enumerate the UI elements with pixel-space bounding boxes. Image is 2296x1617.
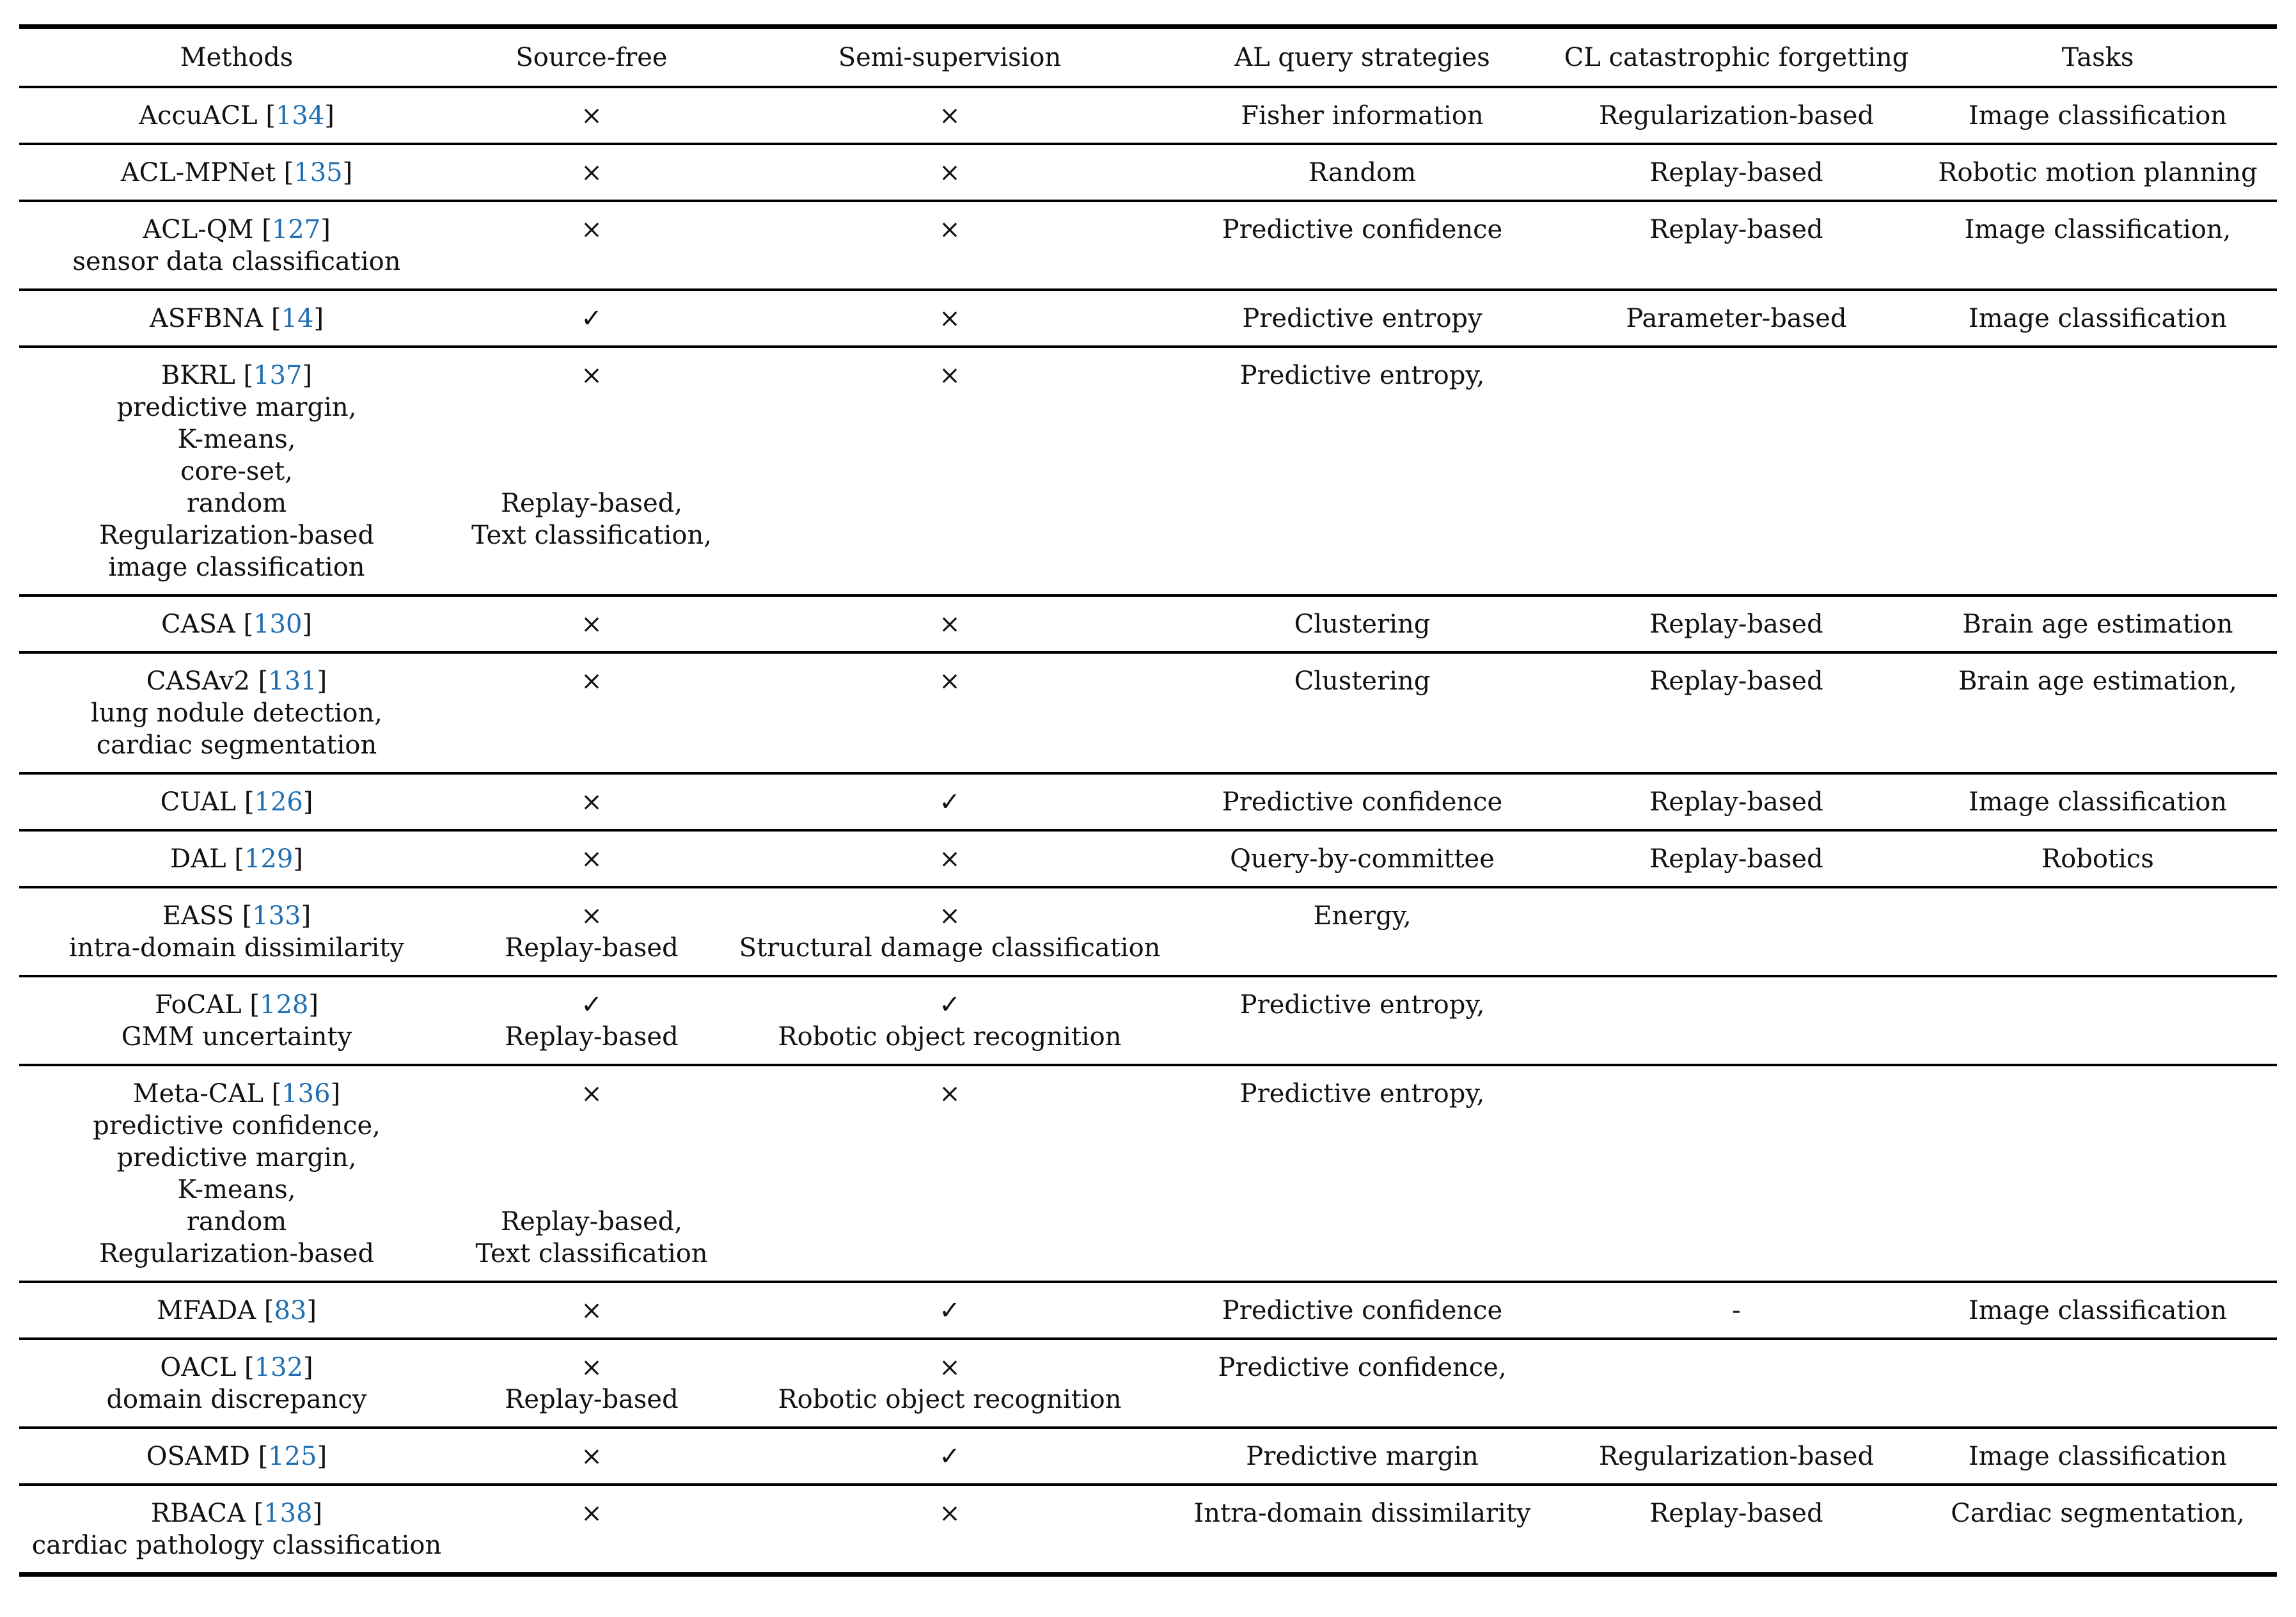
citation-link[interactable]: 125	[268, 1442, 317, 1471]
source-free-cell	[454, 1065, 729, 1282]
cell-line: ×	[581, 901, 602, 931]
method-extra-line: random	[186, 489, 287, 518]
method-cell	[19, 347, 454, 596]
cell-line: Random	[1308, 158, 1417, 187]
method-extra-line: domain discrepancy	[106, 1385, 367, 1414]
cell-line: ×	[581, 844, 602, 874]
cell-line: Image classification	[1968, 304, 2228, 333]
al-query-cell	[1170, 87, 1554, 144]
cell-line: ✓	[939, 990, 961, 1020]
cell-line: ✓	[581, 304, 602, 333]
cell-line: ×	[939, 101, 961, 130]
citation-link[interactable]: 127	[271, 215, 321, 244]
citation-link[interactable]: 134	[275, 101, 325, 130]
cell-line: Parameter-based	[1626, 304, 1847, 333]
cell-line: Replay-based	[1649, 787, 1823, 817]
source-free-cell	[454, 347, 729, 596]
method-name-line: EASS [133]	[162, 901, 311, 931]
semi-supervision-cell	[729, 887, 1170, 976]
method-extra-line: GMM uncertainty	[121, 1022, 352, 1052]
method-cell	[19, 1282, 454, 1339]
method-name: ASFBNA	[149, 304, 263, 333]
citation-link[interactable]: 138	[263, 1499, 313, 1528]
cell-line: Robotic object recognition	[778, 1385, 1122, 1414]
method-cell	[19, 830, 454, 887]
cl-forgetting-cell	[1554, 347, 1919, 596]
cell-line: Replay-based	[1649, 844, 1823, 874]
method-name-line: ACL-QM [127]	[143, 215, 331, 244]
method-name-line: OSAMD [125]	[146, 1442, 327, 1471]
method-name-line: AccuACL [134]	[139, 101, 334, 130]
method-name: OACL	[160, 1353, 237, 1382]
citation-link[interactable]: 129	[244, 844, 294, 874]
al-query-cell	[1170, 887, 1554, 976]
method-name-line: OACL [132]	[160, 1353, 313, 1382]
table-header	[19, 27, 2277, 88]
semi-supervision-cell	[729, 290, 1170, 347]
al-query-cell	[1170, 976, 1554, 1065]
cl-forgetting-cell	[1554, 1428, 1919, 1485]
source-free-cell	[454, 652, 729, 773]
comparison-table	[19, 24, 2277, 1577]
cell-line: ×	[939, 667, 961, 696]
method-cell	[19, 887, 454, 976]
cl-forgetting-cell	[1554, 201, 1919, 290]
cell-line: Structural damage classification	[739, 933, 1161, 963]
method-name-line: Meta-CAL [136]	[132, 1079, 341, 1108]
tasks-cell	[1919, 347, 2277, 596]
cell-line: ✓	[939, 1296, 961, 1325]
cell-line	[454, 1142, 729, 1174]
cl-forgetting-cell	[1554, 1065, 1919, 1282]
cell-line: Replay-based	[505, 1022, 679, 1052]
method-cell	[19, 144, 454, 201]
cell-line: ×	[939, 1079, 961, 1108]
tasks-cell	[1919, 887, 2277, 976]
citation-link[interactable]: 131	[268, 667, 317, 696]
method-name: RBACA	[150, 1499, 246, 1528]
method-name: AccuACL	[139, 101, 258, 130]
method-name: OSAMD	[146, 1442, 250, 1471]
method-extra-line: image classification	[108, 553, 365, 582]
method-name-line: ASFBNA [14]	[149, 304, 324, 333]
semi-supervision-cell	[729, 1339, 1170, 1428]
cell-line: Clustering	[1294, 610, 1431, 639]
method-cell	[19, 201, 454, 290]
cell-line: Predictive confidence	[1222, 215, 1503, 244]
cell-line: Robotic object recognition	[778, 1022, 1122, 1052]
al-query-cell	[1170, 347, 1554, 596]
cell-line: ×	[581, 610, 602, 639]
cell-line: Brain age estimation,	[1958, 667, 2237, 696]
header-source-free: Source-free	[515, 42, 668, 72]
table-row	[19, 144, 2277, 201]
al-query-cell	[1170, 144, 1554, 201]
cell-line: Replay-based	[1649, 215, 1823, 244]
table-row	[19, 1282, 2277, 1339]
semi-supervision-cell	[729, 201, 1170, 290]
cell-line: ×	[939, 1499, 961, 1528]
tasks-cell	[1919, 1065, 2277, 1282]
al-query-cell	[1170, 830, 1554, 887]
cell-line: ×	[581, 1353, 602, 1382]
method-name: DAL	[170, 844, 226, 874]
cl-forgetting-cell	[1554, 1485, 1919, 1575]
method-name-line: CUAL [126]	[160, 787, 313, 817]
cell-line: ✓	[939, 1442, 961, 1471]
cell-line: Predictive entropy,	[1239, 361, 1485, 390]
method-extra-line: predictive margin,	[116, 393, 357, 422]
source-free-cell	[454, 596, 729, 652]
method-name-line: DAL [129]	[170, 844, 303, 874]
method-name-line: MFADA [83]	[157, 1296, 317, 1325]
tasks-cell	[1919, 87, 2277, 144]
cell-line: Image classification,	[1964, 215, 2231, 244]
cell-line	[454, 423, 729, 455]
header-cl-catastrophic-forgetting: CL catastrophic forgetting	[1564, 42, 1909, 72]
header-semi-supervision: Semi-supervision	[838, 42, 1062, 72]
method-name-line: RBACA [138]	[150, 1499, 323, 1528]
table-row	[19, 347, 2277, 596]
cell-line: Replay-based	[505, 1385, 679, 1414]
al-query-cell	[1170, 1428, 1554, 1485]
method-extra-line: intra-domain dissimilarity	[68, 933, 405, 963]
method-name-line: BKRL [137]	[161, 361, 313, 390]
source-free-cell	[454, 887, 729, 976]
table-row	[19, 87, 2277, 144]
tasks-cell	[1919, 773, 2277, 830]
method-extra-line: predictive margin,	[116, 1143, 357, 1172]
tasks-cell	[1919, 201, 2277, 290]
tasks-cell	[1919, 1339, 2277, 1428]
cell-line: ×	[939, 610, 961, 639]
al-query-cell	[1170, 652, 1554, 773]
cell-line: Replay-based	[1649, 667, 1823, 696]
cell-line: Replay-based,	[500, 489, 683, 518]
method-cell	[19, 1428, 454, 1485]
tasks-cell	[1919, 830, 2277, 887]
header-methods: Methods	[180, 42, 294, 72]
header-al-query-strategies: AL query strategies	[1234, 42, 1490, 72]
cell-line	[454, 391, 729, 423]
source-free-cell	[454, 201, 729, 290]
source-free-cell	[454, 290, 729, 347]
citation-link[interactable]: 136	[281, 1079, 331, 1108]
source-free-cell	[454, 773, 729, 830]
table-row	[19, 652, 2277, 773]
cell-line: Text classification	[475, 1239, 708, 1268]
cell-line: ×	[581, 1296, 602, 1325]
table-row	[19, 830, 2277, 887]
cell-line: ×	[581, 667, 602, 696]
cell-line: ✓	[581, 990, 602, 1020]
method-cell	[19, 976, 454, 1065]
source-free-cell	[454, 976, 729, 1065]
cell-line: ×	[939, 304, 961, 333]
cell-line: Clustering	[1294, 667, 1431, 696]
cl-forgetting-cell	[1554, 596, 1919, 652]
table-row	[19, 976, 2277, 1065]
cell-line: Replay-based,	[500, 1207, 683, 1236]
semi-supervision-cell	[729, 1065, 1170, 1282]
cell-line: Cardiac segmentation,	[1951, 1499, 2245, 1528]
cell-line: ×	[581, 215, 602, 244]
method-extra-line: core-set,	[180, 457, 293, 486]
al-query-cell	[1170, 1339, 1554, 1428]
cell-line	[454, 1110, 729, 1142]
cell-line: Text classification,	[471, 521, 712, 550]
source-free-cell	[454, 87, 729, 144]
cell-line: Robotics	[2041, 844, 2154, 874]
cell-line: Intra-domain dissimilarity	[1193, 1499, 1531, 1528]
cl-forgetting-cell	[1554, 1339, 1919, 1428]
method-name: MFADA	[157, 1296, 256, 1325]
cl-forgetting-cell	[1554, 87, 1919, 144]
cell-line: ×	[581, 787, 602, 817]
method-name: EASS	[162, 901, 242, 931]
cell-line: Regularization-based	[1598, 1442, 1875, 1471]
method-cell	[19, 1065, 454, 1282]
citation-link[interactable]: 137	[253, 361, 303, 390]
table-row	[19, 1339, 2277, 1428]
semi-supervision-cell	[729, 1428, 1170, 1485]
cell-line: ×	[581, 1499, 602, 1528]
tasks-cell	[1919, 1282, 2277, 1339]
method-cell	[19, 652, 454, 773]
cell-line: Predictive entropy,	[1239, 1079, 1485, 1108]
table-row	[19, 290, 2277, 347]
method-name: Meta-CAL	[132, 1079, 263, 1108]
cell-line: ×	[939, 361, 961, 390]
source-free-cell	[454, 1282, 729, 1339]
al-query-cell	[1170, 773, 1554, 830]
tasks-cell	[1919, 290, 2277, 347]
source-free-cell	[454, 1339, 729, 1428]
cell-line: -	[1732, 1296, 1741, 1325]
method-extra-line: cardiac segmentation	[96, 730, 377, 760]
cell-line: ×	[581, 1079, 602, 1108]
tasks-cell	[1919, 652, 2277, 773]
source-free-cell	[454, 1428, 729, 1485]
citation-link[interactable]: 14	[281, 304, 314, 333]
cl-forgetting-cell	[1554, 773, 1919, 830]
table-body	[19, 87, 2277, 1575]
citation-link[interactable]: 126	[254, 787, 303, 817]
table-row	[19, 1428, 2277, 1485]
semi-supervision-cell	[729, 1485, 1170, 1575]
method-extra-line: Regularization-based	[98, 521, 375, 550]
table-row	[19, 1485, 2277, 1575]
cell-line: Predictive margin	[1246, 1442, 1479, 1471]
cl-forgetting-cell	[1554, 830, 1919, 887]
al-query-cell	[1170, 201, 1554, 290]
semi-supervision-cell	[729, 347, 1170, 596]
tasks-cell	[1919, 1485, 2277, 1575]
cell-line: Predictive entropy,	[1239, 990, 1485, 1020]
citation-link[interactable]: 135	[294, 158, 343, 187]
cell-line: Image classification	[1968, 101, 2228, 130]
table-row	[19, 1065, 2277, 1282]
method-cell	[19, 596, 454, 652]
cell-line: Replay-based	[1649, 1499, 1823, 1528]
source-free-cell	[454, 144, 729, 201]
cl-forgetting-cell	[1554, 887, 1919, 976]
cell-line: ×	[939, 1353, 961, 1382]
cell-line: Energy,	[1313, 901, 1411, 931]
tasks-cell	[1919, 1428, 2277, 1485]
cell-line: Brain age estimation	[1962, 610, 2233, 639]
method-extra-line: lung nodule detection,	[91, 698, 382, 728]
table-row	[19, 773, 2277, 830]
al-query-cell	[1170, 596, 1554, 652]
cell-line: ×	[939, 901, 961, 931]
al-query-cell	[1170, 1485, 1554, 1575]
cell-line: Regularization-based	[1598, 101, 1875, 130]
method-cell	[19, 773, 454, 830]
cell-line: ×	[581, 158, 602, 187]
cl-forgetting-cell	[1554, 652, 1919, 773]
citation-link[interactable]: 133	[252, 901, 301, 931]
al-query-cell	[1170, 1282, 1554, 1339]
cell-line: ×	[939, 844, 961, 874]
cell-line: ×	[581, 101, 602, 130]
cell-line: ×	[939, 158, 961, 187]
semi-supervision-cell	[729, 596, 1170, 652]
tasks-cell	[1919, 144, 2277, 201]
method-cell	[19, 1339, 454, 1428]
method-cell	[19, 1485, 454, 1575]
cell-line: Predictive entropy	[1242, 304, 1482, 333]
citation-link[interactable]: 130	[253, 610, 303, 639]
method-cell	[19, 87, 454, 144]
method-extra-line: Regularization-based	[98, 1239, 375, 1268]
method-cell	[19, 290, 454, 347]
semi-supervision-cell	[729, 1282, 1170, 1339]
table-row	[19, 887, 2277, 976]
cell-line	[454, 455, 729, 487]
method-name: CUAL	[160, 787, 237, 817]
source-free-cell	[454, 1485, 729, 1575]
cell-line: ✓	[939, 787, 961, 817]
citation-link[interactable]: 83	[274, 1296, 307, 1325]
cell-line: ×	[581, 1442, 602, 1471]
cl-forgetting-cell	[1554, 290, 1919, 347]
table-row	[19, 201, 2277, 290]
method-name: CASA	[161, 610, 235, 639]
cl-forgetting-cell	[1554, 1282, 1919, 1339]
semi-supervision-cell	[729, 87, 1170, 144]
method-extra-line: predictive confidence,	[93, 1111, 381, 1140]
cl-forgetting-cell	[1554, 976, 1919, 1065]
semi-supervision-cell	[729, 652, 1170, 773]
method-name: BKRL	[161, 361, 235, 390]
cell-line: Query-by-committee	[1230, 844, 1495, 874]
semi-supervision-cell	[729, 976, 1170, 1065]
method-name: FoCAL	[155, 990, 242, 1020]
method-extra-line: sensor data classification	[72, 247, 401, 276]
method-name: CASAv2	[146, 667, 250, 696]
method-name-line: ACL-MPNet [135]	[120, 158, 353, 187]
citation-link[interactable]: 132	[254, 1353, 303, 1382]
cell-line: Robotic motion planning	[1938, 158, 2258, 187]
header-tasks: Tasks	[2061, 42, 2134, 72]
tasks-cell	[1919, 976, 2277, 1065]
semi-supervision-cell	[729, 830, 1170, 887]
semi-supervision-cell	[729, 144, 1170, 201]
cell-line	[454, 1174, 729, 1206]
source-free-cell	[454, 830, 729, 887]
cell-line: Fisher information	[1241, 101, 1484, 130]
table-row	[19, 596, 2277, 652]
header-row	[19, 27, 2277, 88]
method-extra-line: cardiac pathology classification	[31, 1531, 442, 1560]
method-extra-line: random	[186, 1207, 287, 1236]
cell-line: ×	[581, 361, 602, 390]
method-extra-line: K-means,	[177, 425, 296, 454]
semi-supervision-cell	[729, 773, 1170, 830]
cell-line: Predictive confidence	[1222, 1296, 1503, 1325]
cell-line: Replay-based	[1649, 610, 1823, 639]
cell-line: Image classification	[1968, 787, 2228, 817]
tasks-cell	[1919, 596, 2277, 652]
method-name-line: CASAv2 [131]	[146, 667, 327, 696]
method-name-line: FoCAL [128]	[155, 990, 318, 1020]
cell-line: Predictive confidence	[1222, 787, 1503, 817]
cell-line: ×	[939, 215, 961, 244]
method-name-line: CASA [130]	[161, 610, 313, 639]
cell-line: Replay-based	[1649, 158, 1823, 187]
al-query-cell	[1170, 290, 1554, 347]
cell-line: Image classification	[1968, 1296, 2228, 1325]
cell-line: Replay-based	[505, 933, 679, 963]
method-name: ACL-QM	[143, 215, 254, 244]
cell-line: Image classification	[1968, 1442, 2228, 1471]
method-extra-line: K-means,	[177, 1175, 296, 1204]
cell-line: Predictive confidence,	[1218, 1353, 1507, 1382]
al-query-cell	[1170, 1065, 1554, 1282]
citation-link[interactable]: 128	[260, 990, 309, 1020]
cl-forgetting-cell	[1554, 144, 1919, 201]
method-name: ACL-MPNet	[120, 158, 276, 187]
